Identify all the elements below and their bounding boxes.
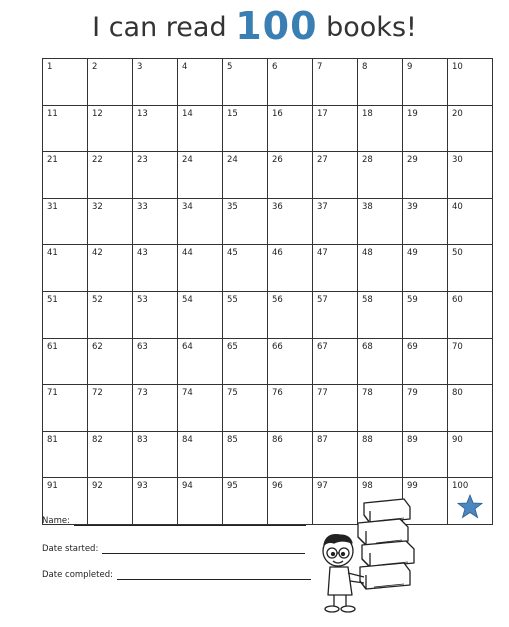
date-completed-label: Date completed:	[42, 570, 113, 580]
book-number: 23	[137, 155, 148, 166]
book-cell[interactable]	[133, 152, 178, 199]
book-number: 4	[182, 62, 188, 72]
book-cell[interactable]	[313, 105, 358, 152]
book-number: 90	[452, 434, 463, 445]
book-cell[interactable]	[223, 105, 268, 152]
book-cell[interactable]	[268, 152, 313, 199]
book-number: 37	[317, 201, 328, 212]
book-number: 92	[92, 481, 103, 492]
book-number: 38	[362, 201, 373, 212]
book-cell[interactable]	[448, 152, 493, 199]
book-cell[interactable]	[88, 198, 133, 245]
book-cell[interactable]	[403, 385, 448, 432]
book-cell[interactable]	[223, 198, 268, 245]
book-cell[interactable]	[88, 152, 133, 199]
book-cell[interactable]	[223, 291, 268, 338]
book-number: 17	[317, 108, 328, 119]
book-stack-character-icon	[312, 497, 427, 617]
book-cell[interactable]	[178, 431, 223, 478]
book-number: 61	[47, 341, 58, 352]
book-number: 91	[47, 481, 58, 492]
book-cell[interactable]	[313, 385, 358, 432]
book-cell[interactable]	[43, 105, 88, 152]
book-cell[interactable]	[448, 431, 493, 478]
book-number: 20	[452, 108, 463, 119]
book-cell[interactable]	[448, 478, 493, 525]
book-cell[interactable]	[403, 105, 448, 152]
book-number: 47	[317, 248, 328, 259]
book-cell[interactable]	[223, 245, 268, 292]
book-number: 71	[47, 388, 58, 399]
grid-row	[43, 198, 493, 245]
book-number: 12	[92, 108, 103, 119]
book-number: 86	[272, 434, 283, 445]
book-cell[interactable]	[133, 291, 178, 338]
book-cell[interactable]	[43, 245, 88, 292]
book-number: 59	[407, 294, 418, 305]
book-number: 88	[362, 434, 373, 445]
book-cell[interactable]	[313, 245, 358, 292]
book-number: 63	[137, 341, 148, 352]
book-cell[interactable]	[313, 59, 358, 106]
book-cell[interactable]	[403, 245, 448, 292]
date-started-line[interactable]	[102, 552, 305, 554]
book-number: 40	[452, 201, 463, 212]
book-number: 44	[182, 248, 193, 259]
book-cell[interactable]	[448, 198, 493, 245]
book-number: 52	[92, 294, 103, 305]
book-cell[interactable]	[313, 198, 358, 245]
name-line[interactable]	[74, 524, 306, 526]
book-number: 98	[362, 481, 373, 492]
book-cell[interactable]	[448, 245, 493, 292]
book-cell[interactable]	[268, 105, 313, 152]
book-number: 72	[92, 388, 103, 399]
grid-row	[43, 59, 493, 106]
book-number: 43	[137, 248, 148, 259]
book-number: 45	[227, 248, 238, 259]
book-cell[interactable]	[43, 431, 88, 478]
book-number: 89	[407, 434, 418, 445]
book-cell[interactable]	[43, 385, 88, 432]
book-cell[interactable]	[358, 152, 403, 199]
book-number: 13	[137, 108, 148, 119]
book-cell[interactable]	[448, 338, 493, 385]
grid-row	[43, 152, 493, 199]
date-started-row	[42, 544, 305, 554]
book-cell[interactable]	[268, 198, 313, 245]
book-cell[interactable]	[313, 291, 358, 338]
book-cell[interactable]	[448, 105, 493, 152]
book-number: 32	[92, 201, 103, 212]
book-number: 31	[47, 201, 58, 212]
book-cell[interactable]	[223, 431, 268, 478]
book-cell[interactable]	[178, 245, 223, 292]
book-number: 66	[272, 341, 283, 352]
book-number: 80	[452, 388, 463, 399]
book-number: 1	[47, 62, 53, 72]
book-cell[interactable]	[448, 59, 493, 106]
book-number: 41	[47, 248, 58, 259]
book-number: 68	[362, 341, 373, 352]
book-cell[interactable]	[358, 291, 403, 338]
book-number: 51	[47, 294, 58, 305]
book-number: 48	[362, 248, 373, 259]
title-suffix: books!	[326, 12, 417, 43]
book-cell[interactable]	[178, 152, 223, 199]
book-number: 28	[362, 155, 373, 166]
book-number: 56	[272, 294, 283, 305]
book-number: 42	[92, 248, 103, 259]
book-cell[interactable]	[178, 105, 223, 152]
book-cell[interactable]	[178, 385, 223, 432]
book-number: 39	[407, 201, 418, 212]
book-number: 16	[272, 108, 283, 119]
book-number: 10	[452, 62, 463, 72]
book-number: 70	[452, 341, 463, 352]
book-cell[interactable]	[358, 245, 403, 292]
book-number: 29	[407, 155, 418, 166]
book-number: 64	[182, 341, 193, 352]
book-number: 77	[317, 388, 328, 399]
book-cell[interactable]	[268, 385, 313, 432]
title-highlight-number: 100	[235, 4, 318, 48]
book-cell[interactable]	[133, 59, 178, 106]
book-number: 22	[92, 155, 103, 166]
book-cell[interactable]	[268, 338, 313, 385]
book-cell[interactable]	[358, 338, 403, 385]
book-number: 100	[452, 481, 469, 492]
book-cell[interactable]	[223, 338, 268, 385]
book-number: 67	[317, 341, 328, 352]
book-number: 96	[272, 481, 283, 492]
book-number: 87	[317, 434, 328, 445]
book-cell[interactable]	[178, 291, 223, 338]
book-cell[interactable]	[403, 59, 448, 106]
book-number: 93	[137, 481, 148, 492]
book-cell[interactable]	[223, 152, 268, 199]
book-number: 50	[452, 248, 463, 259]
book-cell[interactable]	[448, 291, 493, 338]
book-cell[interactable]	[313, 338, 358, 385]
book-number: 33	[137, 201, 148, 212]
book-cell[interactable]	[268, 291, 313, 338]
book-number: 36	[272, 201, 283, 212]
book-cell[interactable]	[133, 105, 178, 152]
book-number: 3	[137, 62, 143, 72]
book-number: 83	[137, 434, 148, 445]
book-cell[interactable]	[88, 291, 133, 338]
book-number: 69	[407, 341, 418, 352]
book-cell[interactable]	[133, 431, 178, 478]
book-number: 79	[407, 388, 418, 399]
book-number: 18	[362, 108, 373, 119]
book-number: 8	[362, 62, 368, 72]
book-cell[interactable]	[88, 59, 133, 106]
book-cell[interactable]	[43, 198, 88, 245]
book-cell[interactable]	[403, 198, 448, 245]
book-number: 46	[272, 248, 283, 259]
book-cell[interactable]	[43, 152, 88, 199]
book-cell[interactable]	[43, 291, 88, 338]
book-cell[interactable]	[88, 431, 133, 478]
date-started-label: Date started:	[42, 544, 99, 554]
book-number: 97	[317, 481, 328, 492]
page-title	[0, 4, 509, 48]
book-number: 78	[362, 388, 373, 399]
book-cell[interactable]	[403, 291, 448, 338]
book-cell[interactable]	[43, 338, 88, 385]
book-cell[interactable]	[178, 198, 223, 245]
book-number: 5	[227, 62, 233, 72]
date-completed-line[interactable]	[117, 578, 311, 580]
book-number: 55	[227, 294, 238, 305]
book-cell[interactable]	[88, 338, 133, 385]
book-cell[interactable]	[403, 152, 448, 199]
book-number: 58	[362, 294, 373, 305]
grid-row	[43, 291, 493, 338]
book-number: 60	[452, 294, 463, 305]
book-number: 9	[407, 62, 413, 72]
book-number: 82	[92, 434, 103, 445]
book-number: 65	[227, 341, 238, 352]
book-number: 24	[227, 155, 238, 166]
book-number: 7	[317, 62, 323, 72]
name-label: Name:	[42, 516, 70, 526]
book-number: 84	[182, 434, 193, 445]
book-number: 27	[317, 155, 328, 166]
book-cell[interactable]	[358, 385, 403, 432]
book-cell[interactable]	[133, 338, 178, 385]
book-cell[interactable]	[88, 245, 133, 292]
grid-row	[43, 245, 493, 292]
book-number: 57	[317, 294, 328, 305]
book-number: 76	[272, 388, 283, 399]
book-cell[interactable]	[448, 385, 493, 432]
book-number: 95	[227, 481, 238, 492]
book-number: 53	[137, 294, 148, 305]
book-cell[interactable]	[403, 431, 448, 478]
book-number: 75	[227, 388, 238, 399]
book-number: 85	[227, 434, 238, 445]
star-icon	[457, 494, 483, 519]
book-number: 24	[182, 155, 193, 166]
book-cell[interactable]	[133, 245, 178, 292]
book-cell[interactable]	[268, 431, 313, 478]
grid-row	[43, 338, 493, 385]
book-number: 26	[272, 155, 283, 166]
book-cell[interactable]	[223, 59, 268, 106]
reading-log-grid	[42, 58, 493, 525]
book-cell[interactable]	[133, 385, 178, 432]
book-number: 15	[227, 108, 238, 119]
book-cell[interactable]	[403, 338, 448, 385]
book-number: 54	[182, 294, 193, 305]
book-number: 2	[92, 62, 98, 72]
book-number: 35	[227, 201, 238, 212]
book-cell[interactable]	[313, 152, 358, 199]
book-number: 11	[47, 108, 58, 119]
book-number: 81	[47, 434, 58, 445]
grid-row	[43, 105, 493, 152]
book-number: 6	[272, 62, 278, 72]
book-number: 74	[182, 388, 193, 399]
book-cell[interactable]	[178, 338, 223, 385]
book-cell[interactable]	[358, 59, 403, 106]
book-number: 49	[407, 248, 418, 259]
book-number: 19	[407, 108, 418, 119]
book-cell[interactable]	[358, 431, 403, 478]
book-number: 62	[92, 341, 103, 352]
book-number: 94	[182, 481, 193, 492]
book-number: 14	[182, 108, 193, 119]
book-cell[interactable]	[313, 431, 358, 478]
book-number: 73	[137, 388, 148, 399]
book-cell[interactable]	[88, 385, 133, 432]
book-cell[interactable]	[223, 385, 268, 432]
book-cell[interactable]	[358, 198, 403, 245]
book-cell[interactable]	[178, 59, 223, 106]
book-cell[interactable]	[88, 105, 133, 152]
grid-row	[43, 385, 493, 432]
book-number: 30	[452, 155, 463, 166]
date-completed-row	[42, 570, 311, 580]
book-cell[interactable]	[268, 59, 313, 106]
book-cell[interactable]	[43, 59, 88, 106]
book-cell[interactable]	[358, 105, 403, 152]
book-number: 99	[407, 481, 418, 492]
book-number: 34	[182, 201, 193, 212]
title-prefix: I can read	[92, 12, 227, 43]
grid-row	[43, 431, 493, 478]
book-number: 21	[47, 155, 58, 166]
book-cell[interactable]	[268, 245, 313, 292]
book-cell[interactable]	[133, 198, 178, 245]
name-row	[42, 516, 306, 526]
